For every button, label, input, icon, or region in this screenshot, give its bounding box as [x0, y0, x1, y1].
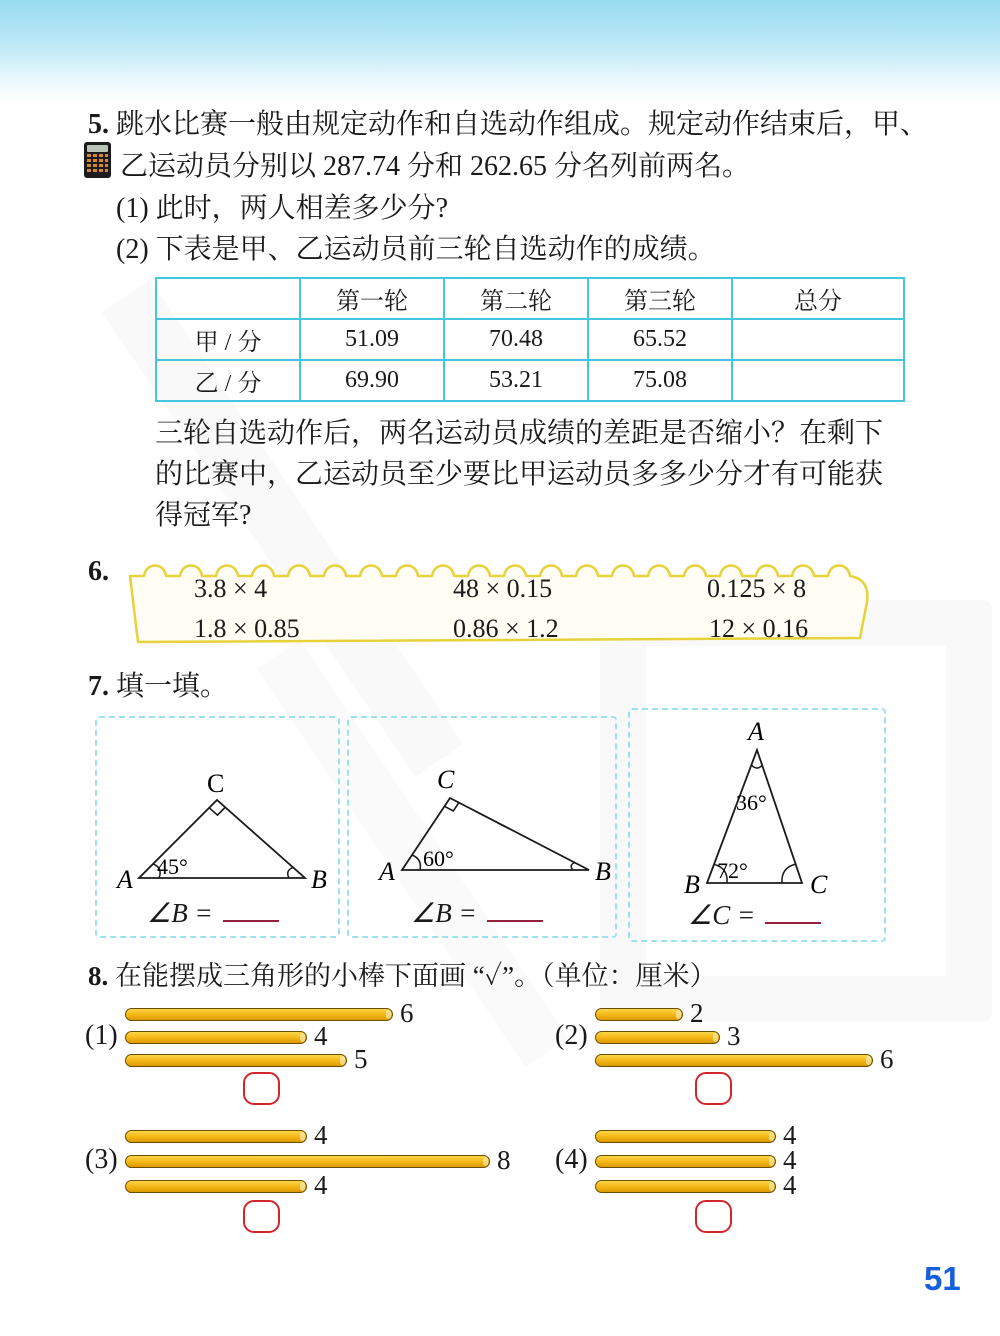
- expression: 12 × 0.16: [709, 614, 809, 643]
- stick: [595, 1031, 720, 1044]
- problem8-number: 8.: [88, 961, 109, 991]
- stick-length: 2: [690, 998, 704, 1028]
- calculator-keys: [87, 154, 108, 173]
- right-angle-mark: [209, 807, 225, 815]
- problem6-number: 6.: [88, 556, 109, 587]
- check-answer-box[interactable]: [243, 1200, 280, 1233]
- check-answer-box[interactable]: [695, 1072, 732, 1105]
- stick-length: 5: [354, 1044, 368, 1074]
- stick-group-3: [85, 1118, 545, 1236]
- vertex-label-B: B: [595, 857, 611, 886]
- angle-value-B: 72°: [717, 858, 748, 883]
- vertex-label-C: C: [207, 769, 225, 798]
- check-answer-box[interactable]: [243, 1072, 280, 1105]
- table-header-row: [156, 278, 904, 319]
- calculator-icon: [84, 142, 111, 178]
- stick-group-4: [555, 1118, 995, 1236]
- vertex-label-C: C: [810, 870, 828, 899]
- page-top-gradient: [0, 0, 1000, 102]
- angle-question-2: ∠B =: [411, 898, 543, 929]
- stick: [595, 1155, 776, 1168]
- stick: [125, 1155, 490, 1168]
- expression: 0.125 × 8: [707, 574, 807, 603]
- cell-jia-r1: 51.09: [300, 319, 444, 360]
- vertex-label-B: B: [311, 865, 327, 894]
- stick-length: 8: [497, 1145, 511, 1175]
- vertex-label-A: A: [748, 717, 764, 746]
- angle-arc-A: [751, 765, 762, 768]
- cell-jia-r3: 65.52: [588, 319, 732, 360]
- expression: 3.8 × 4: [194, 574, 268, 603]
- problem5-line1: 5. 跳水比赛一般由规定动作和自选动作组成。规定动作结束后，甲、: [88, 109, 929, 140]
- problem5-number: 5.: [88, 109, 109, 140]
- stick-length: 4: [314, 1021, 328, 1051]
- header-cell-total: 总分: [732, 278, 904, 319]
- group-label: (3): [85, 1144, 118, 1175]
- vertex-label-A: A: [117, 865, 133, 894]
- stick: [125, 1130, 307, 1143]
- expression: 0.86 × 1.2: [453, 614, 559, 643]
- stick: [125, 1031, 307, 1044]
- stick: [595, 1054, 873, 1067]
- row-label-jia: 甲 / 分: [156, 319, 300, 360]
- angle-question-3: ∠C =: [688, 900, 821, 931]
- expression: 48 × 0.15: [453, 574, 553, 603]
- problem5-line2: 乙运动员分别以 287.74 分和 262.65 分名列前两名。: [120, 151, 751, 182]
- stick-length: 6: [400, 998, 414, 1028]
- stick-length: 4: [314, 1170, 328, 1200]
- problem5-question1: (1) 此时，两人相差多少分?: [116, 193, 449, 224]
- group-label: (2): [555, 1020, 588, 1051]
- cell-yi-r2: 53.21: [444, 360, 588, 401]
- expression: 1.8 × 0.85: [194, 614, 300, 643]
- table-row: [156, 319, 904, 360]
- header-cell-round2: 第二轮: [444, 278, 588, 319]
- angle-question-1: ∠B =: [147, 898, 279, 929]
- answer-blank[interactable]: [223, 900, 279, 922]
- scores-table: [155, 277, 905, 402]
- angle-value-A: 45°: [157, 854, 188, 879]
- answer-blank[interactable]: [765, 902, 821, 924]
- stick: [125, 1008, 393, 1021]
- group-label: (1): [85, 1020, 118, 1051]
- cell-yi-r1: 69.90: [300, 360, 444, 401]
- problem5-followup-line3: 得冠军?: [155, 500, 252, 531]
- answer-blank[interactable]: [487, 900, 543, 922]
- cell-jia-total[interactable]: [732, 319, 904, 360]
- problem8-title: 8. 在能摆成三角形的小棒下面画 “✓”。（单位：厘米）: [88, 961, 717, 991]
- cell-yi-r3: 75.08: [588, 360, 732, 401]
- vertex-label-A: A: [379, 857, 395, 886]
- header-cell-round1: 第一轮: [300, 278, 444, 319]
- angle-arc-B: [571, 863, 575, 870]
- check-answer-box[interactable]: [695, 1200, 732, 1233]
- page-number: 51: [924, 1260, 961, 1297]
- angle-arc-A: [412, 855, 420, 870]
- stick-group-2: [555, 1000, 995, 1112]
- stick-length: 4: [783, 1120, 797, 1150]
- stick-length: 6: [880, 1044, 894, 1074]
- stick-group-1: [85, 1000, 525, 1112]
- cell-jia-r2: 70.48: [444, 319, 588, 360]
- angle-value-A: 36°: [736, 790, 767, 815]
- problem5-question2: (2) 下表是甲、乙运动员前三轮自选动作的成绩。: [116, 234, 716, 265]
- stick-length: 4: [783, 1145, 797, 1175]
- problem7-number: 7.: [88, 671, 109, 702]
- triangle-card-2: [347, 716, 617, 938]
- angle-arc-C: [782, 864, 796, 883]
- cell-yi-total[interactable]: [732, 360, 904, 401]
- table-row: [156, 360, 904, 401]
- triangle-card-1: [95, 716, 340, 938]
- calculator-screen: [87, 145, 108, 152]
- group-label: (4): [555, 1144, 588, 1175]
- triangle-card-3: [628, 708, 886, 942]
- problem5-followup-line2: 的比赛中，乙运动员至少要比甲运动员多多少分才有可能获: [155, 459, 884, 490]
- angle-arc-B: [288, 867, 293, 878]
- vertex-label-B: B: [684, 870, 700, 899]
- stick-length: 4: [783, 1170, 797, 1200]
- header-cell-empty: [156, 278, 300, 319]
- stick: [595, 1180, 776, 1193]
- angle-value-A: 60°: [423, 846, 454, 871]
- stick: [595, 1130, 776, 1143]
- stick: [125, 1180, 307, 1193]
- stick-length: 4: [314, 1120, 328, 1150]
- vertex-label-C: C: [437, 765, 455, 794]
- stick: [125, 1054, 347, 1067]
- header-cell-round3: 第三轮: [588, 278, 732, 319]
- stick: [595, 1008, 683, 1021]
- problem5-followup-line1: 三轮自选动作后，两名运动员成绩的差距是否缩小？在剩下: [155, 418, 884, 449]
- row-label-yi: 乙 / 分: [156, 360, 300, 401]
- problem7-title: 7. 填一填。: [88, 671, 229, 702]
- stick-length: 3: [727, 1021, 741, 1051]
